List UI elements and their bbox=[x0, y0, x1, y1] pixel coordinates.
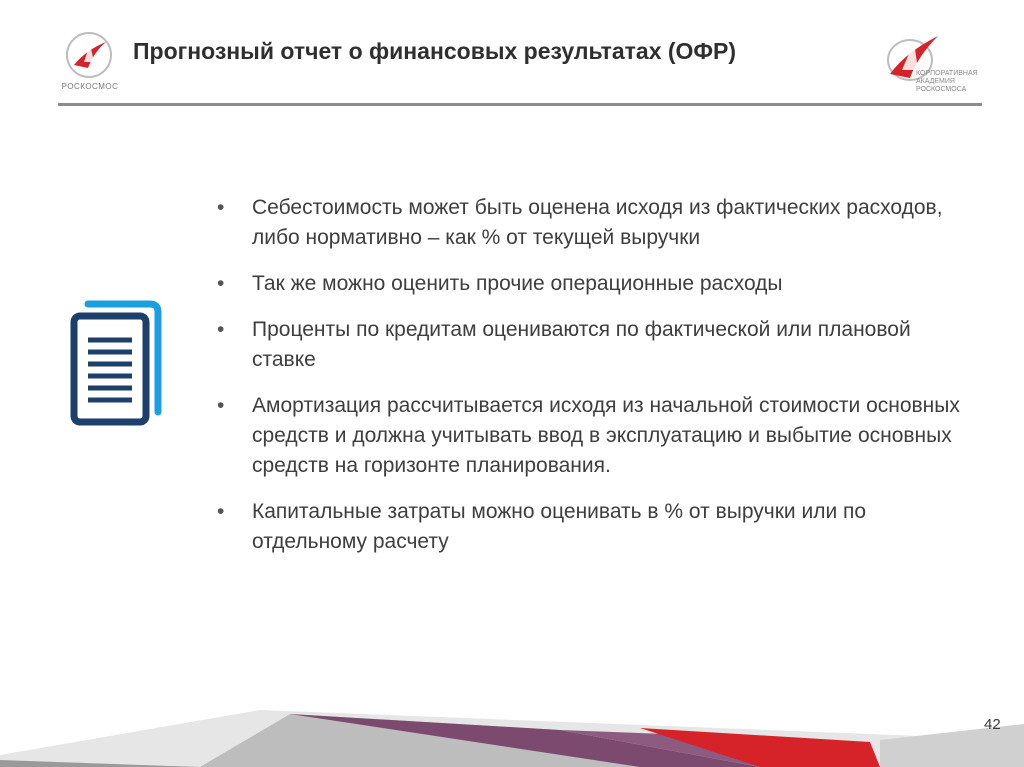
header-divider bbox=[58, 103, 982, 106]
roscosmos-logo bbox=[50, 30, 130, 94]
bullet-dot: • bbox=[217, 394, 225, 417]
document-icon bbox=[68, 296, 164, 428]
footer-decoration bbox=[0, 700, 1024, 767]
bullet-text: Амортизация рассчитывается исходя из начальной стоимости основных средств и должна учитывать ввод в эксплуатацию и выбытие основных средств на горизонте планирования. bbox=[252, 394, 960, 477]
academy-logo-text: КОРПОРАТИВНАЯ АКАДЕМИЯ РОСКОСМОСА bbox=[916, 70, 978, 93]
bullet-item bbox=[215, 193, 975, 253]
bullet-dot: • bbox=[217, 318, 225, 341]
roscosmos-logo-icon bbox=[64, 30, 114, 80]
bullet-item bbox=[215, 497, 975, 557]
bullet-text: Так же можно оценить прочие операционные расходы bbox=[252, 272, 783, 295]
slide-title: Прогнозный отчет о финансовых результатах (ОФР) bbox=[133, 38, 737, 64]
bullet-item bbox=[215, 315, 975, 375]
bullet-dot: • bbox=[217, 500, 225, 523]
bullet-item bbox=[215, 269, 975, 299]
bullet-dot: • bbox=[217, 272, 225, 295]
roscosmos-logo-text: РОСКОСМОС bbox=[61, 82, 119, 91]
page-number: 42 bbox=[984, 716, 1001, 733]
bullet-list bbox=[215, 193, 975, 573]
bullet-text: Себестоимость может быть оценена исходя из фактических расходов, либо нормативно – как % от текущей выручки bbox=[252, 196, 943, 249]
bullet-dot: • bbox=[217, 196, 225, 219]
bullet-text: Капитальные затраты можно оценивать в % от выручки или по отдельному расчету bbox=[252, 500, 867, 553]
bullet-text: Проценты по кредитам оцениваются по фактической или плановой ставке bbox=[252, 318, 911, 371]
bullet-item bbox=[215, 391, 975, 481]
academy-logo bbox=[884, 30, 984, 100]
